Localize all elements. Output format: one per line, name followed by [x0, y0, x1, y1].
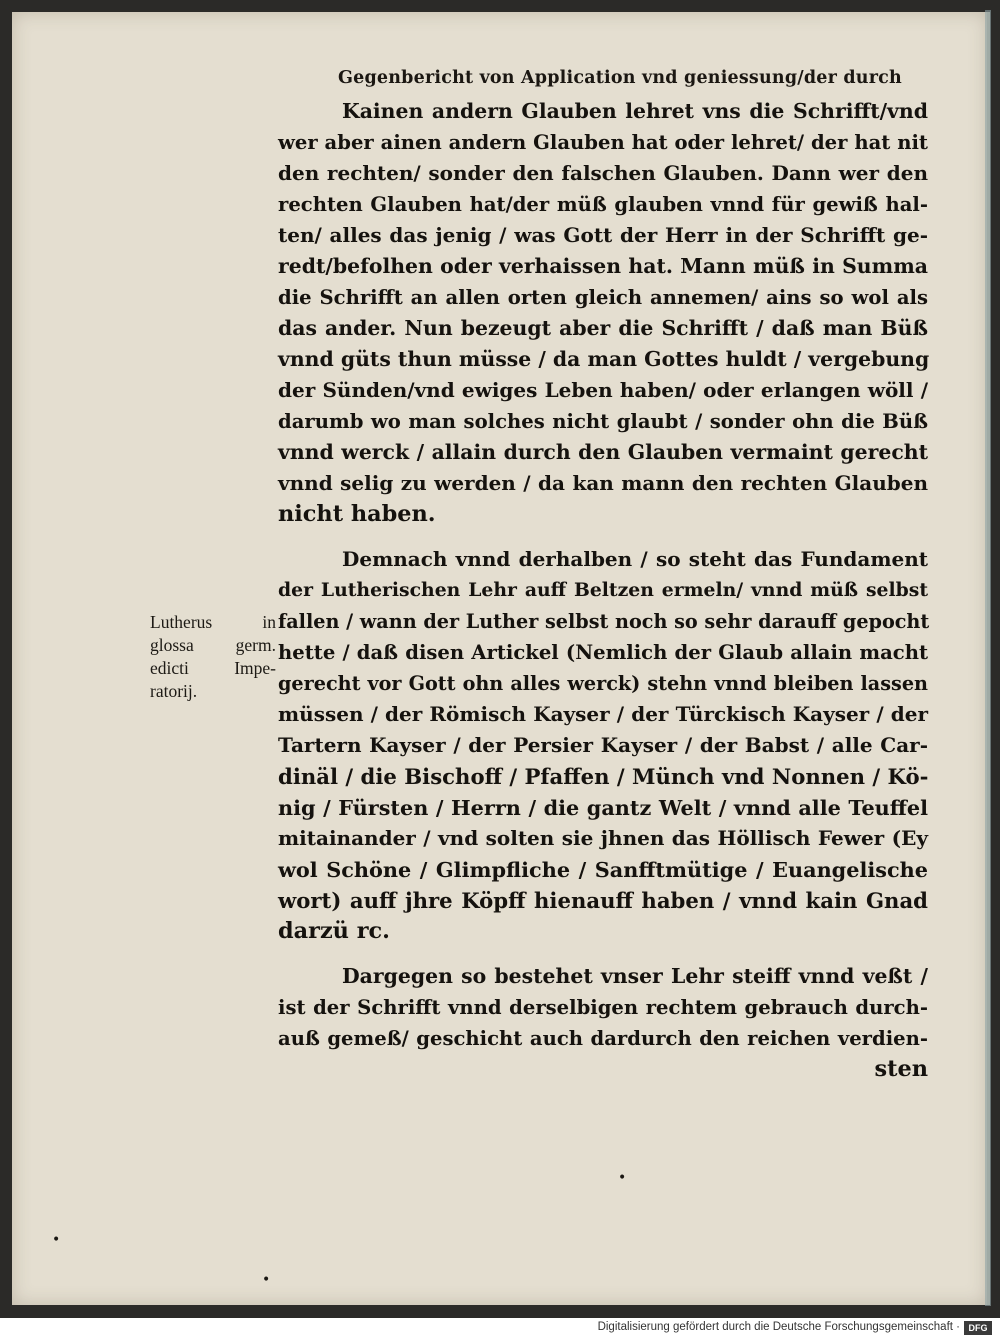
- text-line: Demnach vnnd derhalben / so steht das Fundament: [342, 547, 928, 571]
- text-line: das ander. Nun bezeugt aber die Schrifft / daß man Büß: [278, 316, 928, 340]
- text-line: ten/ alles das jenig / was Gott der Herr in der Schrifft ge-: [278, 223, 928, 247]
- text-line: fallen / wann der Luther selbst noch so sehr darauff gepocht: [278, 610, 930, 633]
- footer-credit: Digitalisierung gefördert durch die Deutsche Forschungsgemeinschaft ·: [597, 1321, 960, 1333]
- text-line: vnnd güts thun müsse / da man Gottes huldt / vergebung: [278, 347, 930, 371]
- dfg-logo: DFG: [964, 1321, 992, 1335]
- text-line: der Lutherischen Lehr auff Beltzen ermeln/ vnnd müß selbst: [278, 579, 928, 601]
- margin-note-line: edicti Impe-: [150, 658, 276, 678]
- text-line: Tartern Kayser / der Persier Kayser / der Babst / alle Car-: [278, 733, 928, 757]
- text-line: redt/befolhen oder verhaissen hat. Mann müß in Summa: [278, 254, 928, 278]
- text-line: rechten Glauben hat/der müß glauben vnnd für gewiß hal-: [278, 193, 928, 216]
- text-line: nig / Fürsten / Herrn / die gantz Welt / vnnd alle Teuffel: [278, 795, 928, 820]
- text-line: gerecht vor Gott ohn alles werck) stehn vnnd bleiben lassen: [278, 672, 928, 695]
- ink-speck: •: [262, 1272, 271, 1288]
- text-line: wer aber ainen andern Glauben hat oder lehret/ der hat nit: [278, 131, 928, 154]
- text-line: auß gemeß/ geschicht auch dardurch den reichen verdien-: [278, 1027, 928, 1050]
- text-line: den rechten/ sonder den falschen Glauben. Dann wer den: [278, 161, 928, 185]
- margin-note-line: Lutherus in: [150, 612, 276, 632]
- text-line: darzü rc.: [278, 918, 390, 944]
- text-line: vnnd werck / allain durch den Glauben vermaint gerecht: [278, 440, 928, 464]
- text-line: vnnd selig zu werden / da kan mann den rechten Glauben: [278, 471, 928, 495]
- margin-note-line: glossa germ.: [150, 635, 276, 655]
- ink-speck: •: [52, 1232, 61, 1248]
- text-line: dinäl / die Bischoff / Pfaffen / Münch vnd Nonnen / Kö-: [278, 764, 929, 789]
- text-line: Kainen andern Glauben lehret vns die Schrifft/vnd: [342, 99, 928, 123]
- text-line: wort) auff jhre Köpff hienauff haben / vnnd kain Gnad: [278, 888, 928, 913]
- margin-note: [150, 611, 276, 703]
- text-line: der Sünden/vnd ewiges Leben haben/ oder erlangen wöll /: [278, 378, 928, 402]
- text-line: hette / daß disen Artickel (Nemlich der Glaub allain macht: [278, 641, 928, 664]
- catchword: sten: [874, 1056, 928, 1082]
- text-line: wol Schöne / Glimpfliche / Sanfftmütige / Euangelische: [278, 857, 928, 882]
- text-line: mitainander / vnd solten sie jhnen das Höllisch Fewer (Ey: [278, 826, 928, 850]
- text-line: nicht haben.: [278, 501, 436, 527]
- text-line: müssen / der Römisch Kayser / der Türckisch Kayser / der: [278, 702, 928, 726]
- text-line: darumb wo man solches nicht glaubt / sonder ohn die Büß: [278, 410, 928, 433]
- margin-note-line: ratorij.: [150, 681, 198, 701]
- text-line: Dargegen so bestehet vnser Lehr steiff vnnd veßt /: [342, 964, 928, 988]
- body-text: [278, 96, 928, 1085]
- text-line: die Schrifft an allen orten gleich annemen/ ains so wol als: [278, 286, 928, 309]
- running-head: Gegenbericht von Application vnd geniessung/der durch: [338, 68, 902, 88]
- page-edge: [985, 10, 991, 1306]
- text-line: ist der Schrifft vnnd derselbigen rechtem gebrauch durch-: [278, 996, 928, 1019]
- ink-speck: •: [618, 1170, 627, 1186]
